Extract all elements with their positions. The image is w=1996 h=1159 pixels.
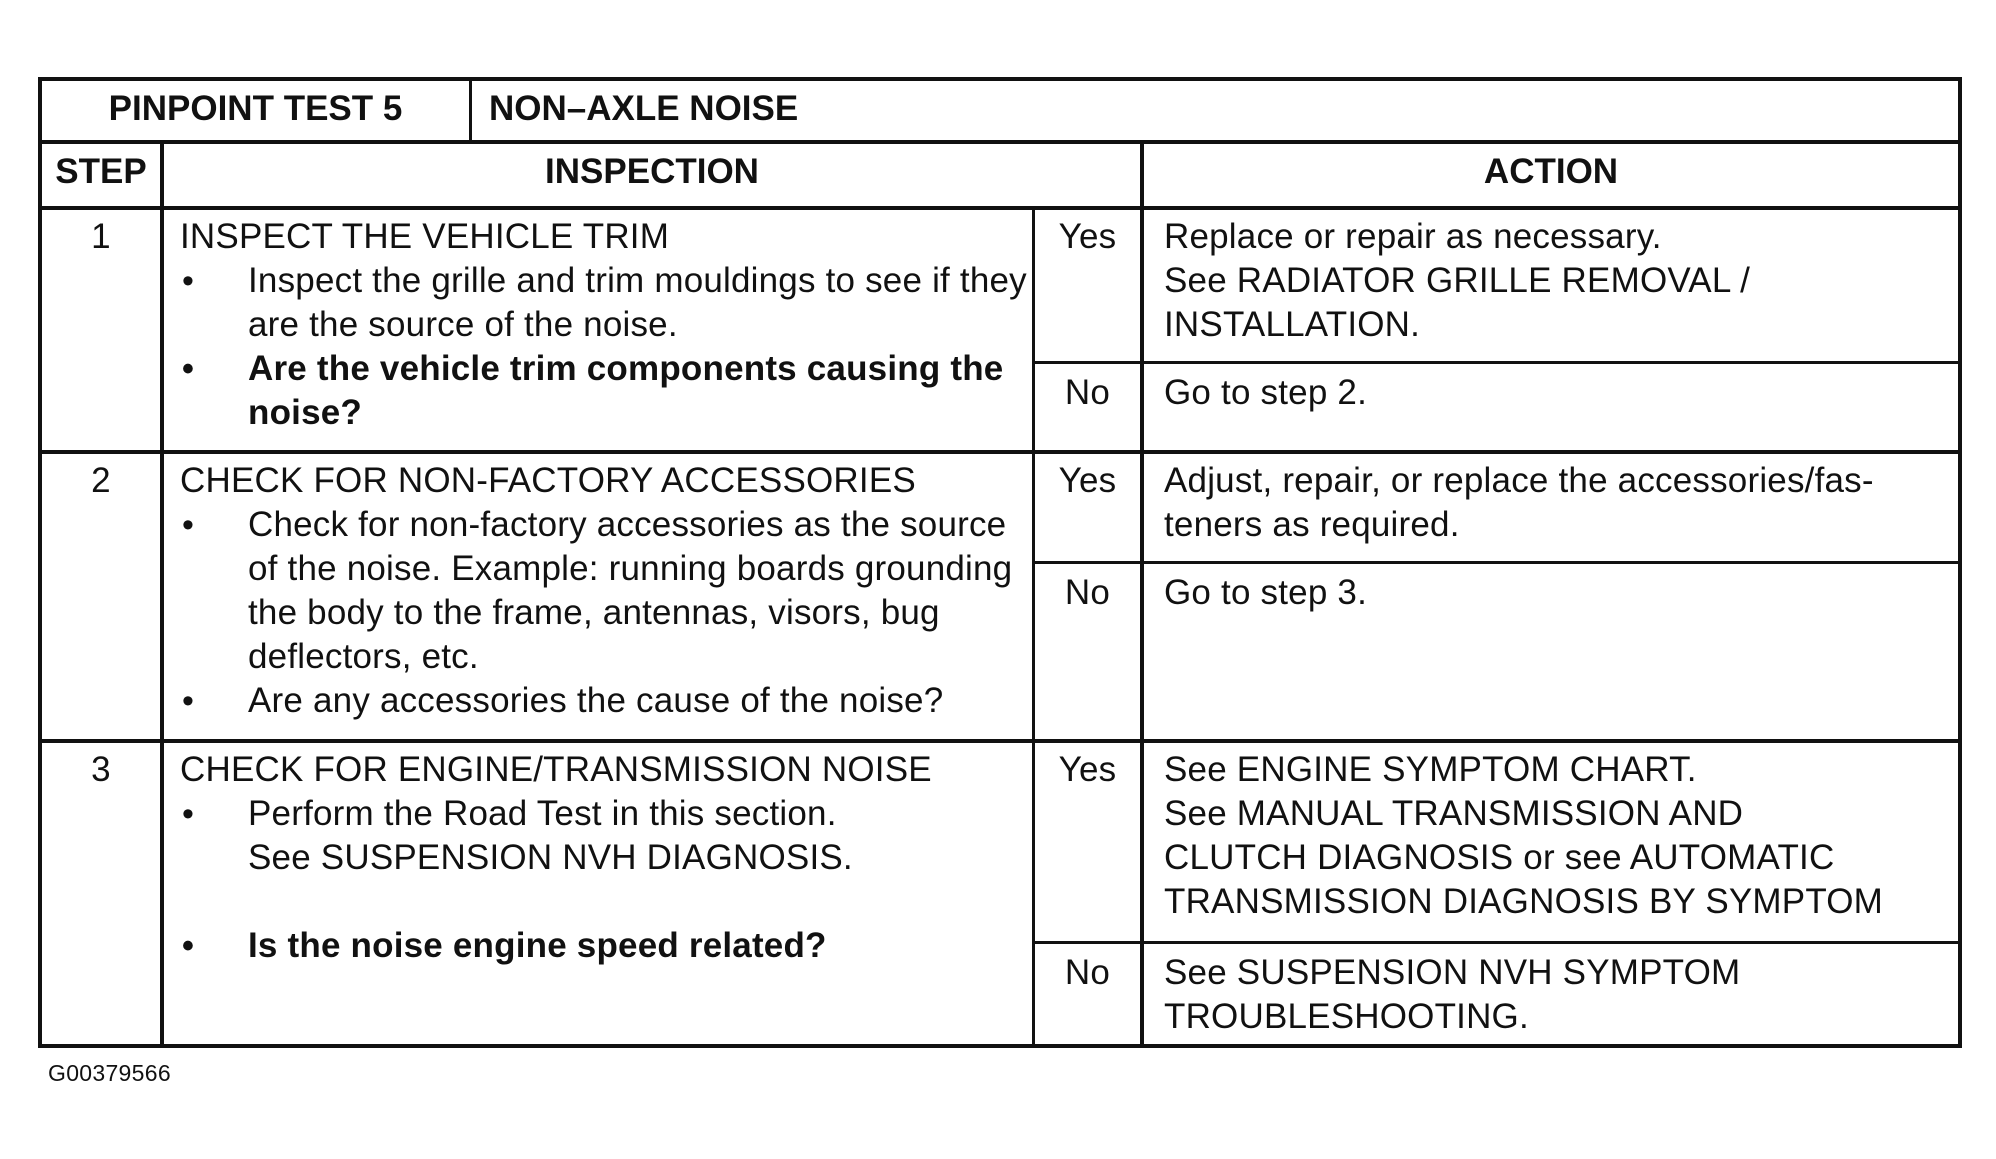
pinpoint-test-table: [38, 77, 1962, 1048]
inspection-header: INSPECTION: [545, 152, 759, 191]
rule-title-bottom: [42, 140, 1958, 144]
no-label: No: [1064, 373, 1111, 412]
step-number: 2: [91, 461, 111, 500]
rule-action-divider: [1140, 142, 1144, 1044]
rule-header-bottom: [42, 206, 1958, 210]
rule-row1-yesno: [1032, 361, 1958, 364]
inspection-cell: [180, 748, 1030, 968]
inspection-title: CHECK FOR ENGINE/TRANSMISSION NOISE: [180, 750, 932, 789]
list-item: • Is the noise engine speed related?: [180, 924, 1030, 968]
list-item: • Perform the Road Test in this section. See SUSPENSION NVH DIAGNOSIS.: [180, 792, 1030, 880]
yes-label: Yes: [1058, 750, 1117, 789]
inspection-title: CHECK FOR NON-FACTORY ACCESSORIES: [180, 461, 916, 500]
no-label: No: [1064, 573, 1111, 612]
rule-row3-yesno: [1032, 941, 1958, 944]
rule-row2-bottom: [42, 739, 1958, 743]
inspection-title: INSPECT THE VEHICLE TRIM: [180, 217, 670, 256]
step-number: 3: [91, 750, 111, 789]
inspection-bullets: [180, 503, 1030, 723]
step-header: STEP: [55, 152, 147, 191]
rule-yesno-divider: [1032, 208, 1035, 1044]
rule-row2-yesno: [1032, 561, 1958, 564]
figure-id: G00379566: [48, 1060, 171, 1086]
list-item: • Are any accessories the cause of the noise?: [180, 679, 1030, 723]
step-number: 1: [91, 217, 111, 256]
list-item: • Are the vehicle trim components causing the noise?: [180, 347, 1030, 435]
inspection-cell: [180, 459, 1030, 723]
rule-row1-bottom: [42, 450, 1958, 454]
yes-action: See ENGINE SYMPTOM CHART. See MANUAL TRANSMISSION AND CLUTCH DIAGNOSIS or see AUTOMATIC TRANSMISSION DIAGNOSIS BY SYMPTOM: [1164, 750, 1884, 921]
test-label: PINPOINT TEST 5: [108, 89, 403, 128]
rule-title-divider: [469, 81, 472, 142]
no-action: Go to step 2.: [1164, 373, 1367, 412]
list-item: • Inspect the grille and trim mouldings to see if they are the source of the noise.: [180, 259, 1030, 347]
inspection-bullets: [180, 792, 1030, 968]
test-title: NON–AXLE NOISE: [489, 89, 799, 128]
action-header: ACTION: [1483, 152, 1619, 191]
test-title-cell: [489, 89, 1889, 129]
no-action: See SUSPENSION NVH SYMPTOM TROUBLESHOOTING.: [1164, 953, 1741, 1036]
yes-action: Replace or repair as necessary. See RADIATOR GRILLE REMOVAL / INSTALLATION.: [1164, 217, 1751, 344]
no-action: Go to step 3.: [1164, 573, 1367, 612]
inspection-cell: [180, 215, 1030, 435]
yes-label: Yes: [1058, 217, 1117, 256]
list-item: • Check for non-factory accessories as the source of the noise. Example: running boards grounding the body to the frame, antennas, visors, bug deflectors, etc.: [180, 503, 1030, 679]
rule-step-divider: [160, 142, 164, 1044]
yes-action: Adjust, repair, or replace the accessories/fas- teners as required.: [1164, 461, 1874, 544]
yes-label: Yes: [1058, 461, 1117, 500]
no-label: No: [1064, 953, 1111, 992]
inspection-bullets: [180, 259, 1030, 435]
test-number-cell: [42, 89, 469, 129]
